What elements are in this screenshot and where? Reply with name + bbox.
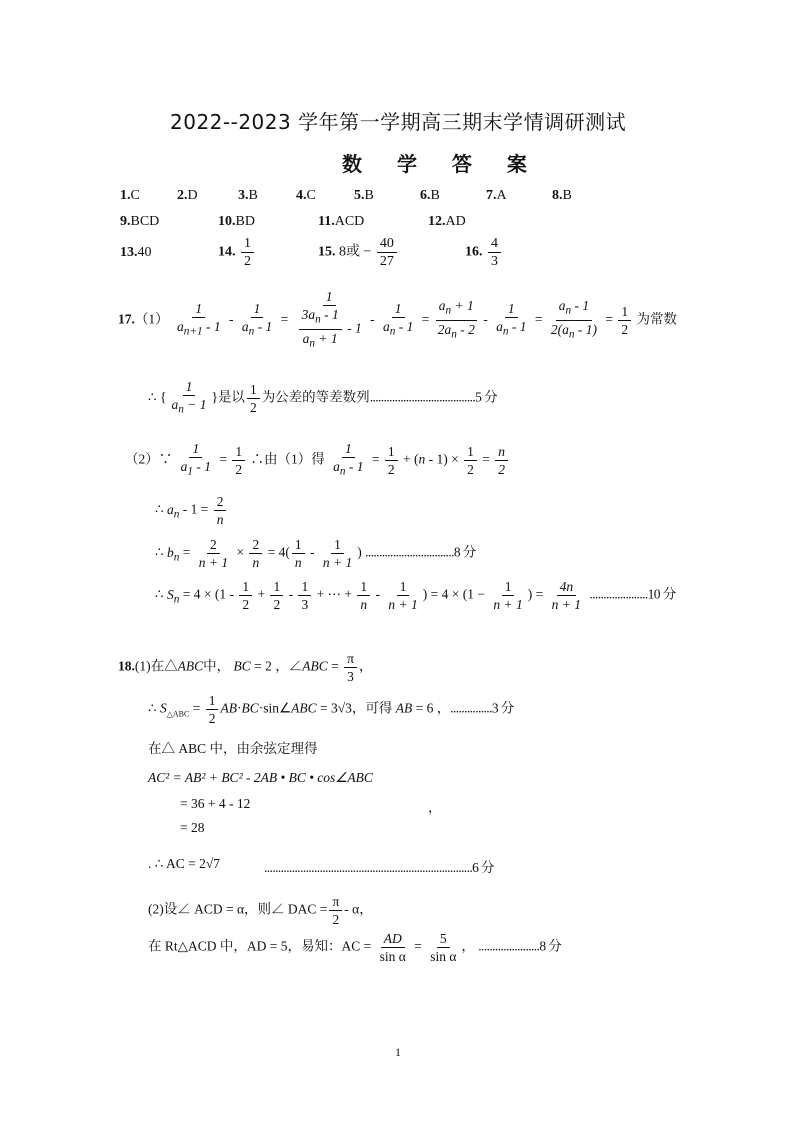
answer-10: 10.BD [218,214,255,229]
answer-9: 9.BCD [120,214,160,229]
answer-16: 16. $\frac{4}{3}$ [465,235,503,270]
answer-5: 5.B [354,188,374,203]
page-title: 2022--2023 学年第一学期高三期末学情调研测试 [170,110,627,134]
answer-13: 13.40 [120,245,152,260]
q18-score6: ...........................................................................6 分 [264,860,494,875]
q18-step3: = 28 [180,820,205,835]
answer-4: 4.C [296,188,316,203]
q17-sn: ∴ $S_n = 4 \times (1$ - $\frac{1}{2}$ + $\frac{1}{2}$ - $\frac{1}{3}$ + ⋯ + $\frac{1}{n}$ - $\frac{1}{n + 1}$ ) = 4 × (1 − $\frac{1}{n + 1}$ ) = $\frac{4n}{n + 1}$ .....................10 分 [155,579,676,612]
answer-12: 12.AD [428,214,466,229]
q18-area: ∴ $S_{\triangle ABC}$ = $\frac{1}{2}$ AB·BC·sin∠ABC = 3√3，可得 AB = 6 ，...............3 分 [148,693,514,726]
q18-comma: ， [428,800,442,815]
q18-rt: 在 Rt△ACD 中，AD = 5，易知：AC = $\frac{AD}{\text{sin α}}$ = $\frac{5}{\text{sin α}}$ ， ......................8 分 [148,931,562,964]
answer-6: 6.B [420,188,440,203]
page-number: 1 [395,1045,401,1059]
q18-ac: . ∴ AC = 2√7 [148,856,220,871]
answer-3: 3.B [238,188,258,203]
q17-conclusion: ∴ { $\frac{1}{a_n - 1}$ }是以 $\frac{1}{2}$ 为公差的等差数列......................................5 分 [148,379,497,416]
answer-14: 14. $\frac{1}{2}$ [218,235,256,270]
q17-part1: 17.（1） $\frac{1}{a_{n+1} - 1}$ - $\frac{1}{a_n - 1}$ = 1 $\frac{3a_n - 1}{a_n + 1}$ - 1 - $\frac{1}{a_n - 1}$ = $\frac{a_n + 1}{2a_n - 2}$ - $\frac{1}{a_n - 1}$ = $\frac{a_n - 1}{2(a_n - 1)}$ = $\frac{1}{2}$ 为常数 [118,289,677,350]
answer-7: 7.A [486,188,507,203]
answer-15: 15. 8或 − $\frac{40}{27}$ [318,235,399,270]
answer-8: 8.B [552,188,572,203]
answer-1: 1.C [120,188,140,203]
q18-line1: 18.(1)在△ABC中， BC = 2 ，∠ABC = $\frac{\pi}{3}$ ， [118,651,373,684]
q18-step2: = 36 + 4 - 12 [180,796,251,811]
q17-part2: （2）∵ $\frac{1}{a_1 - 1}$ = $\frac{1}{2}$ ∴由（1）得 $\frac{1}{a_n - 1}$ = $\frac{1}{2}$ + (n - 1) × $\frac{1}{2}$ = $\frac{n}{2}$ [125,440,510,481]
q18-part2: (2)设∠ ACD = α，则∠ DAC = $\frac{\pi}{2}$ - α， [148,894,373,927]
q17-an: ∴ $a_n - 1$ = $\frac{2}{n}$ [155,493,228,528]
q18-ac2: AC² = AB² + BC² - 2AB • BC • cos∠ABC [148,770,373,785]
page-subtitle: 数 学 答 案 [342,152,541,176]
answer-11: 11.ACD [318,214,365,229]
q17-bn: ∴ $b_n$ = $\frac{2}{n + 1}$ × $\frac{2}{n}$ = 4( $\frac{1}{n}$ - $\frac{1}{n + 1}$ ) ................................8 分 [155,537,476,570]
q18-cos-law: 在△ ABC 中，由余弦定理得 [148,741,318,756]
answer-2: 2.D [177,188,198,203]
